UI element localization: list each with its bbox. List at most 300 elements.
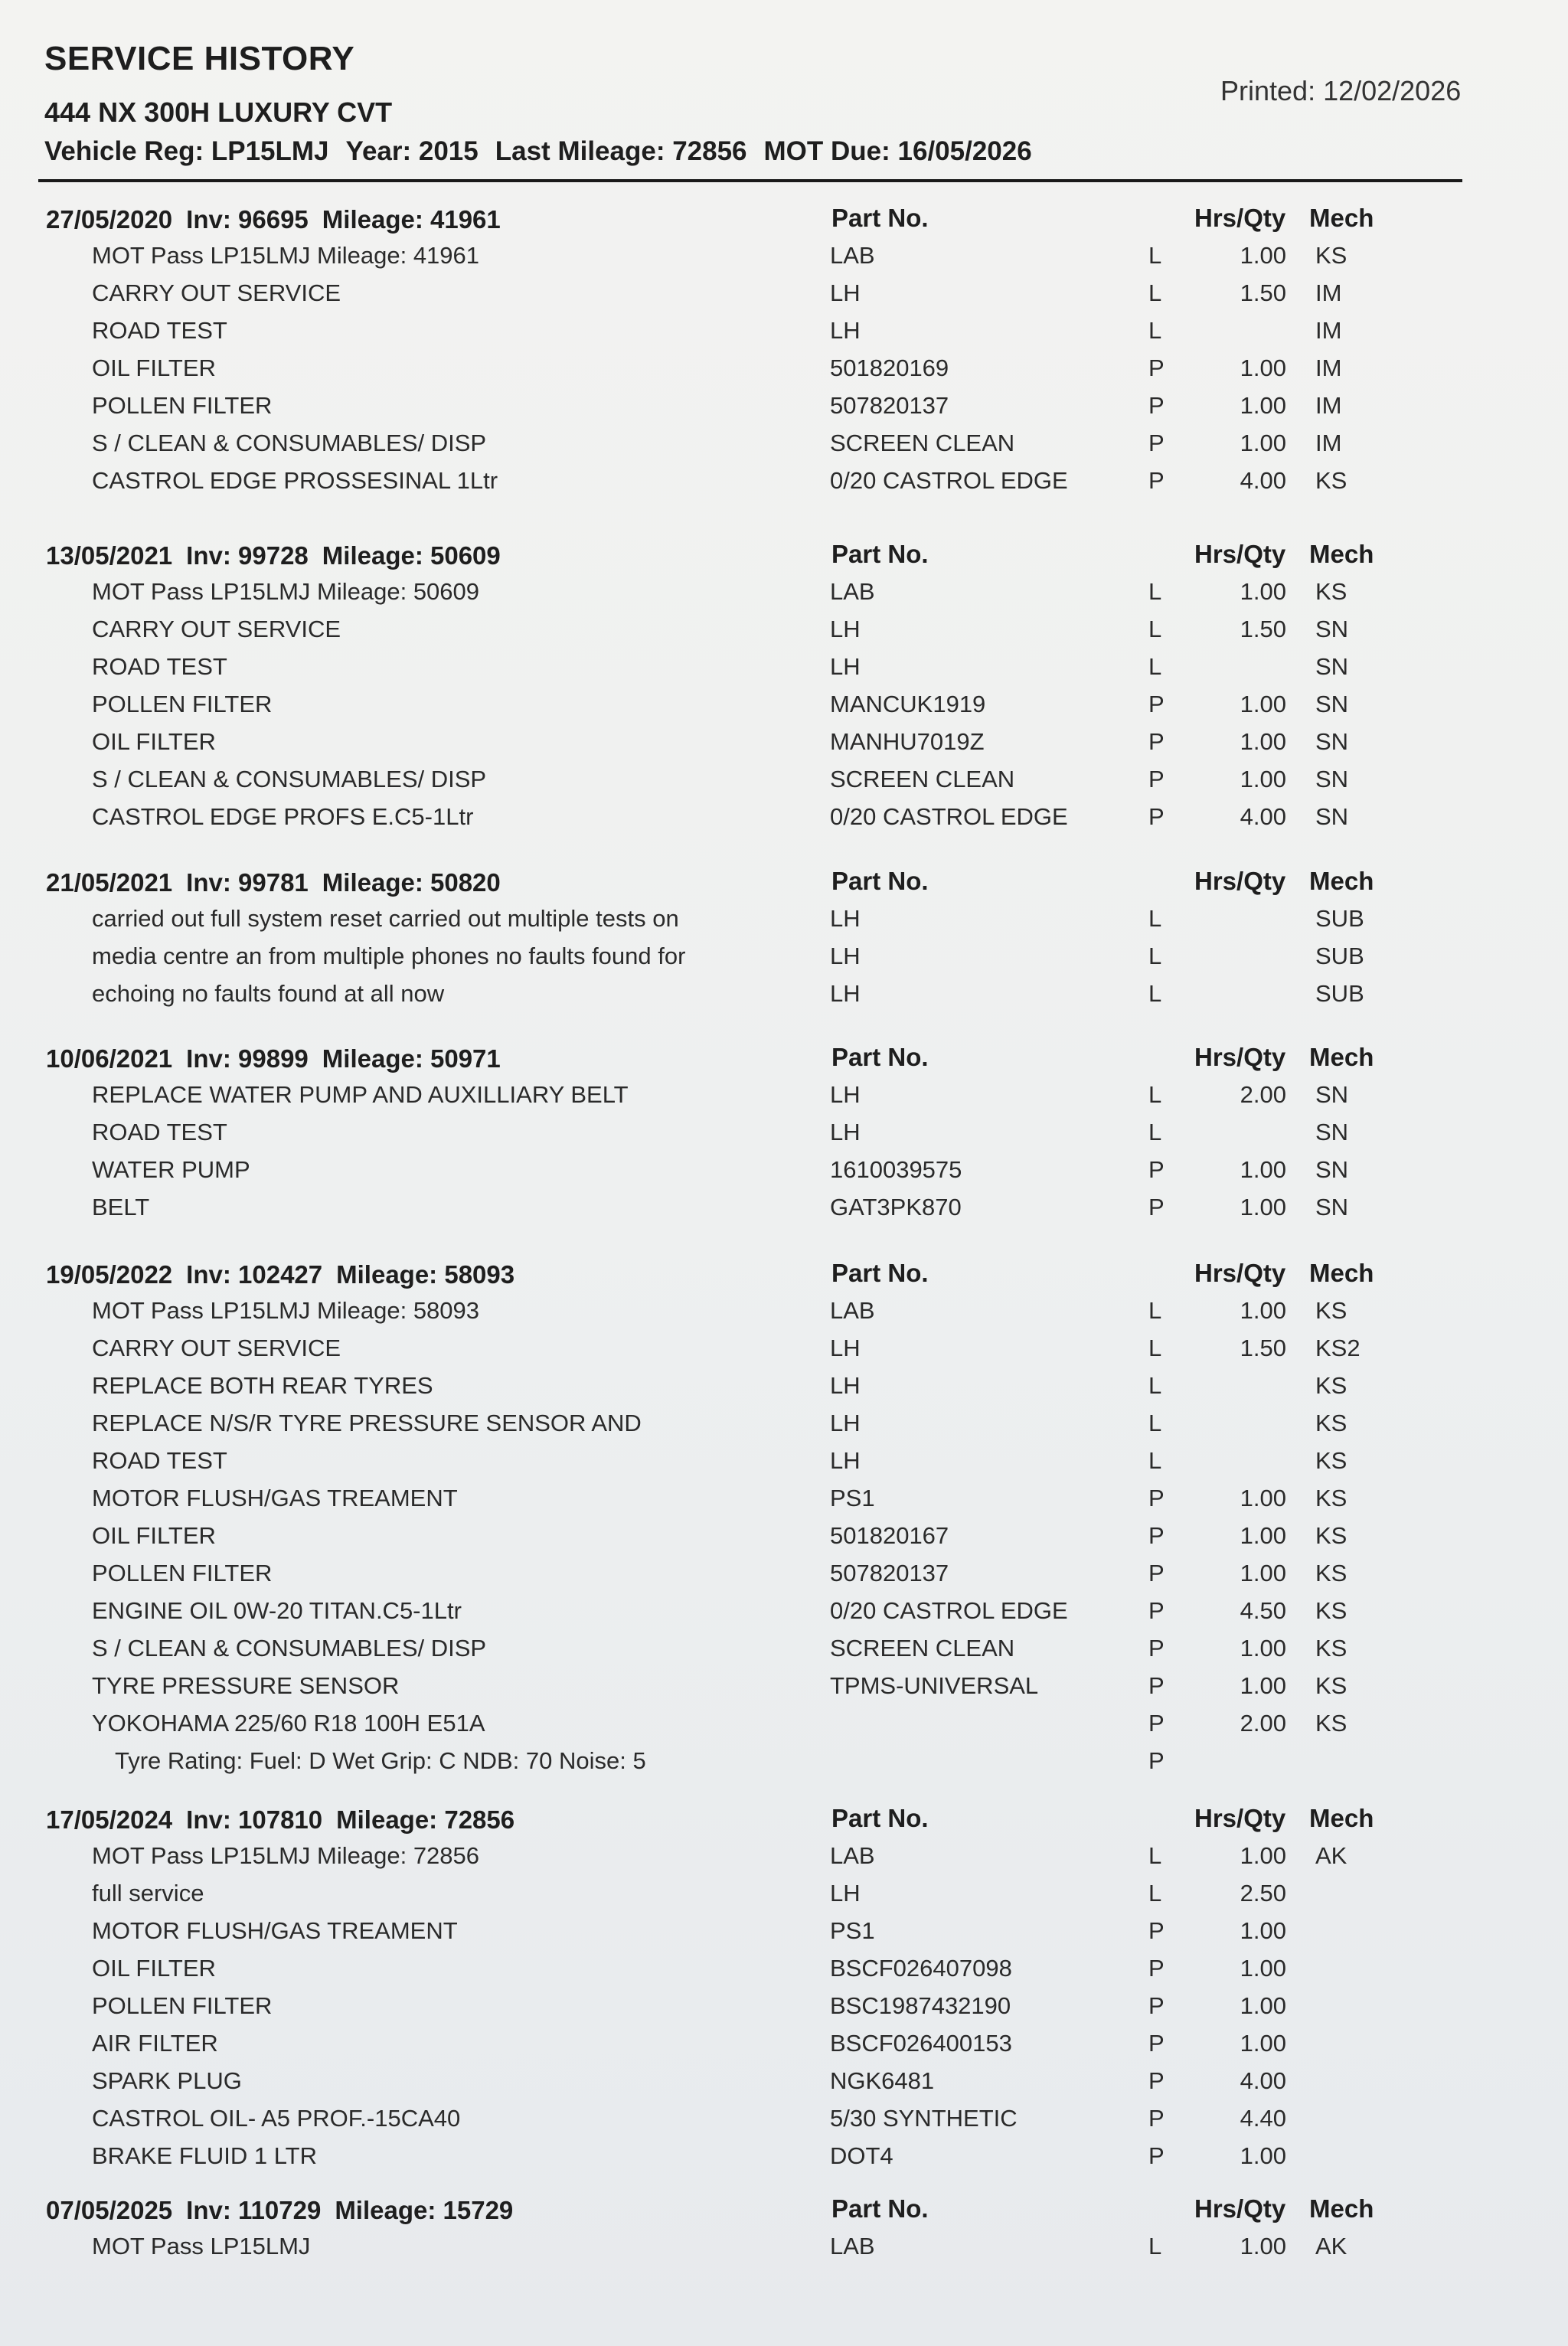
- item-hrs-qty: 1.00: [1240, 1485, 1286, 1511]
- hrs-qty-header: Hrs/Qty: [1194, 2194, 1286, 2223]
- item-type: L: [1148, 578, 1162, 605]
- line-item: [0, 936, 1568, 974]
- item-type: L: [1148, 616, 1162, 642]
- part-no-header: Part No.: [831, 1043, 929, 1071]
- line-item: [0, 685, 1568, 722]
- item-mechanic: SN: [1315, 1119, 1349, 1145]
- document-title: SERVICE HISTORY: [44, 40, 355, 77]
- item-mechanic: SN: [1315, 803, 1349, 830]
- item-description: POLLEN FILTER: [92, 1560, 273, 1586]
- line-item: [0, 572, 1568, 609]
- item-description: AIR FILTER: [92, 2030, 218, 2057]
- item-description: REPLACE N/S/R TYRE PRESSURE SENSOR AND: [92, 1410, 642, 1436]
- entry-mileage: Mileage: 58093: [336, 1260, 515, 1289]
- line-item: [0, 1741, 1568, 1779]
- item-type: P: [1148, 1747, 1165, 1774]
- entry-date: 19/05/2022: [46, 1260, 173, 1289]
- item-description: WATER PUMP: [92, 1156, 250, 1183]
- hrs-qty-header: Hrs/Qty: [1194, 1043, 1286, 1071]
- item-mechanic: AK: [1315, 1842, 1348, 1869]
- entry-mileage: Mileage: 50820: [322, 868, 501, 897]
- item-mechanic: SN: [1315, 1194, 1349, 1220]
- line-item: [0, 1113, 1568, 1150]
- line-item: [0, 1629, 1568, 1666]
- line-item: [0, 1949, 1568, 1986]
- hrs-qty-header: Hrs/Qty: [1194, 540, 1286, 568]
- line-item: [0, 797, 1568, 835]
- service-entry: [0, 1035, 1568, 1225]
- invoice-number: Inv: 110729: [186, 2196, 322, 2224]
- item-hrs-qty: 1.00: [1240, 1156, 1286, 1183]
- item-type: P: [1148, 2067, 1165, 2094]
- item-part-no: DOT4: [830, 2142, 893, 2169]
- line-item: [0, 2099, 1568, 2136]
- item-mechanic: AK: [1315, 2233, 1348, 2259]
- item-mechanic: IM: [1315, 430, 1342, 456]
- item-part-no: 0/20 CASTROL EDGE: [830, 803, 1068, 830]
- item-type: P: [1148, 691, 1165, 717]
- invoice-number: Inv: 107810: [186, 1805, 323, 1834]
- item-part-no: LH: [830, 1880, 861, 1907]
- mech-header: Mech: [1309, 540, 1374, 568]
- line-item: [0, 1441, 1568, 1479]
- item-description: OIL FILTER: [92, 355, 216, 381]
- item-part-no: SCREEN CLEAN: [830, 766, 1015, 792]
- line-item: [0, 974, 1568, 1011]
- item-description: CARRY OUT SERVICE: [92, 279, 341, 306]
- item-mechanic: IM: [1315, 392, 1342, 419]
- item-part-no: LH: [830, 1447, 861, 1474]
- item-hrs-qty: 1.00: [1240, 691, 1286, 717]
- line-item: [0, 2136, 1568, 2174]
- item-type: P: [1148, 1635, 1165, 1661]
- item-mechanic: SN: [1315, 691, 1349, 717]
- item-mechanic: KS: [1315, 1372, 1348, 1399]
- item-part-no: PS1: [830, 1485, 875, 1511]
- item-part-no: LH: [830, 1335, 861, 1361]
- item-hrs-qty: 2.50: [1240, 1880, 1286, 1907]
- mech-header: Mech: [1309, 2194, 1374, 2223]
- item-type: P: [1148, 2105, 1165, 2132]
- item-part-no: LH: [830, 1410, 861, 1436]
- item-description: MOT Pass LP15LMJ Mileage: 50609: [92, 578, 480, 605]
- item-description: MOT Pass LP15LMJ: [92, 2233, 311, 2259]
- item-type: P: [1148, 1560, 1165, 1586]
- part-no-header: Part No.: [831, 1804, 929, 1832]
- header-divider: [38, 179, 1462, 182]
- item-hrs-qty: 1.00: [1240, 2233, 1286, 2259]
- item-part-no: TPMS-UNIVERSAL: [830, 1672, 1039, 1699]
- entry-header: [0, 2187, 1568, 2227]
- item-type: L: [1148, 2233, 1162, 2259]
- item-mechanic: SN: [1315, 728, 1349, 755]
- item-mechanic: KS2: [1315, 1335, 1361, 1361]
- item-mechanic: KS: [1315, 1522, 1348, 1549]
- line-item: [0, 1291, 1568, 1328]
- invoice-number: Inv: 102427: [186, 1260, 323, 1289]
- item-hrs-qty: 1.00: [1240, 1842, 1286, 1869]
- mech-header: Mech: [1309, 1804, 1374, 1832]
- item-part-no: 501820167: [830, 1522, 949, 1549]
- item-mechanic: KS: [1315, 1710, 1348, 1737]
- item-description: BELT: [92, 1194, 150, 1220]
- item-description: CASTROL EDGE PROFS E.C5-1Ltr: [92, 803, 474, 830]
- item-mechanic: KS: [1315, 1672, 1348, 1699]
- line-item: [0, 2227, 1568, 2264]
- item-hrs-qty: 2.00: [1240, 1081, 1286, 1108]
- item-hrs-qty: 1.00: [1240, 392, 1286, 419]
- entry-date: 21/05/2021: [46, 868, 173, 897]
- item-type: P: [1148, 1917, 1165, 1944]
- item-part-no: 0/20 CASTROL EDGE: [830, 467, 1068, 494]
- item-description: OIL FILTER: [92, 1955, 216, 1982]
- line-item: [0, 2061, 1568, 2099]
- item-description: YOKOHAMA 225/60 R18 100H E51A: [92, 1710, 485, 1737]
- entry-date: 07/05/2025: [46, 2196, 173, 2224]
- line-item: [0, 609, 1568, 647]
- item-mechanic: KS: [1315, 1297, 1348, 1324]
- hrs-qty-header: Hrs/Qty: [1194, 204, 1286, 232]
- item-hrs-qty: 1.00: [1240, 1992, 1286, 2019]
- item-hrs-qty: 1.00: [1240, 2142, 1286, 2169]
- item-description: ROAD TEST: [92, 1119, 227, 1145]
- item-part-no: LAB: [830, 578, 875, 605]
- part-no-header: Part No.: [831, 2194, 929, 2223]
- mech-header: Mech: [1309, 1043, 1374, 1071]
- item-description: MOTOR FLUSH/GAS TREAMENT: [92, 1485, 458, 1511]
- mot-due: MOT Due: 16/05/2026: [763, 136, 1032, 166]
- hrs-qty-header: Hrs/Qty: [1194, 1259, 1286, 1287]
- item-description: TYRE PRESSURE SENSOR: [92, 1672, 400, 1699]
- entry-mileage: Mileage: 50609: [322, 541, 501, 570]
- item-part-no: 5/30 SYNTHETIC: [830, 2105, 1018, 2132]
- line-item: [0, 1188, 1568, 1225]
- vehicle-summary: [44, 136, 1049, 167]
- item-description: POLLEN FILTER: [92, 691, 273, 717]
- item-mechanic: KS: [1315, 1410, 1348, 1436]
- item-part-no: LH: [830, 279, 861, 306]
- item-part-no: SCREEN CLEAN: [830, 1635, 1015, 1661]
- item-type: P: [1148, 1672, 1165, 1699]
- invoice-number: Inv: 96695: [186, 205, 309, 234]
- item-description: OIL FILTER: [92, 728, 216, 755]
- service-entry: [0, 1796, 1568, 2174]
- item-mechanic: KS: [1315, 1485, 1348, 1511]
- line-item: [0, 1150, 1568, 1188]
- entry-mileage: Mileage: 41961: [322, 205, 501, 234]
- line-item: [0, 899, 1568, 936]
- line-item: [0, 1666, 1568, 1704]
- item-mechanic: IM: [1315, 279, 1342, 306]
- item-mechanic: KS: [1315, 242, 1348, 269]
- item-description: Tyre Rating: Fuel: D Wet Grip: C NDB: 70 Noise: 5: [115, 1747, 646, 1774]
- item-type: P: [1148, 1522, 1165, 1549]
- line-item: [0, 1874, 1568, 1911]
- item-hrs-qty: 1.00: [1240, 355, 1286, 381]
- item-type: P: [1148, 1710, 1165, 1737]
- item-type: P: [1148, 2142, 1165, 2169]
- service-entry: [0, 2187, 1568, 2264]
- item-hrs-qty: 1.00: [1240, 578, 1286, 605]
- item-description: MOT Pass LP15LMJ Mileage: 58093: [92, 1297, 480, 1324]
- line-item: [0, 1516, 1568, 1554]
- item-hrs-qty: 1.00: [1240, 430, 1286, 456]
- entry-date: 27/05/2020: [46, 205, 173, 234]
- invoice-number: Inv: 99728: [186, 541, 309, 570]
- invoice-number: Inv: 99899: [186, 1044, 309, 1073]
- item-description: full service: [92, 1880, 204, 1907]
- item-part-no: NGK6481: [830, 2067, 935, 2094]
- part-no-header: Part No.: [831, 1259, 929, 1287]
- line-item: [0, 2024, 1568, 2061]
- item-description: ROAD TEST: [92, 1447, 227, 1474]
- item-part-no: MANCUK1919: [830, 691, 986, 717]
- item-part-no: LAB: [830, 1297, 875, 1324]
- service-entry: [0, 196, 1568, 498]
- item-part-no: 501820169: [830, 355, 949, 381]
- item-mechanic: KS: [1315, 578, 1348, 605]
- item-mechanic: SN: [1315, 653, 1349, 680]
- entry-title: [46, 1260, 528, 1289]
- line-item: [0, 722, 1568, 760]
- item-hrs-qty: 4.00: [1240, 467, 1286, 494]
- line-item: [0, 760, 1568, 797]
- item-hrs-qty: 1.00: [1240, 1917, 1286, 1944]
- item-type: P: [1148, 467, 1165, 494]
- item-description: echoing no faults found at all now: [92, 980, 445, 1007]
- item-hrs-qty: 1.00: [1240, 2030, 1286, 2057]
- hrs-qty-header: Hrs/Qty: [1194, 867, 1286, 895]
- vehicle-reg: Vehicle Reg: LP15LMJ: [44, 136, 329, 166]
- item-description: MOT Pass LP15LMJ Mileage: 41961: [92, 242, 480, 269]
- line-item: [0, 311, 1568, 348]
- line-item: [0, 386, 1568, 423]
- item-mechanic: SN: [1315, 1156, 1349, 1183]
- item-type: L: [1148, 980, 1162, 1007]
- item-type: P: [1148, 766, 1165, 792]
- line-item: [0, 1075, 1568, 1113]
- item-description: CARRY OUT SERVICE: [92, 616, 341, 642]
- item-part-no: PS1: [830, 1917, 875, 1944]
- item-description: BRAKE FLUID 1 LTR: [92, 2142, 318, 2169]
- item-part-no: 1610039575: [830, 1156, 962, 1183]
- item-part-no: MANHU7019Z: [830, 728, 985, 755]
- item-type: P: [1148, 1992, 1165, 2019]
- item-description: OIL FILTER: [92, 1522, 216, 1549]
- entry-date: 17/05/2024: [46, 1805, 173, 1834]
- line-item: [0, 423, 1568, 461]
- item-type: P: [1148, 1156, 1165, 1183]
- entry-mileage: Mileage: 72856: [336, 1805, 515, 1834]
- line-item: [0, 1836, 1568, 1874]
- line-item: [0, 273, 1568, 311]
- item-hrs-qty: 1.00: [1240, 1635, 1286, 1661]
- item-description: CASTROL EDGE PROSSESINAL 1Ltr: [92, 467, 498, 494]
- item-part-no: LH: [830, 317, 861, 344]
- item-mechanic: SUB: [1315, 905, 1364, 932]
- item-type: P: [1148, 728, 1165, 755]
- item-type: P: [1148, 1485, 1165, 1511]
- item-type: L: [1148, 1410, 1162, 1436]
- item-part-no: BSCF026400153: [830, 2030, 1012, 2057]
- item-type: L: [1148, 242, 1162, 269]
- line-item: [0, 461, 1568, 498]
- item-description: CARRY OUT SERVICE: [92, 1335, 341, 1361]
- line-item: [0, 1366, 1568, 1403]
- entry-mileage: Mileage: 15729: [335, 2196, 514, 2224]
- item-description: SPARK PLUG: [92, 2067, 242, 2094]
- part-no-header: Part No.: [831, 867, 929, 895]
- item-part-no: GAT3PK870: [830, 1194, 962, 1220]
- item-part-no: SCREEN CLEAN: [830, 430, 1015, 456]
- item-type: L: [1148, 1372, 1162, 1399]
- item-hrs-qty: 4.00: [1240, 2067, 1286, 2094]
- item-type: L: [1148, 1447, 1162, 1474]
- item-type: L: [1148, 653, 1162, 680]
- printed-date: Printed: 12/02/2026: [1220, 75, 1462, 106]
- item-type: P: [1148, 1194, 1165, 1220]
- item-description: CASTROL OIL- A5 PROF.-15CA40: [92, 2105, 461, 2132]
- item-part-no: 507820137: [830, 1560, 949, 1586]
- service-entry: [0, 1251, 1568, 1779]
- item-hrs-qty: 1.00: [1240, 1560, 1286, 1586]
- entry-title: [46, 541, 514, 570]
- item-mechanic: KS: [1315, 1597, 1348, 1624]
- entry-mileage: Mileage: 50971: [322, 1044, 501, 1073]
- item-description: carried out full system reset carried out multiple tests on: [92, 905, 679, 932]
- mech-header: Mech: [1309, 204, 1374, 232]
- item-hrs-qty: 1.50: [1240, 616, 1286, 642]
- line-item: [0, 1479, 1568, 1516]
- item-description: S / CLEAN & CONSUMABLES/ DISP: [92, 1635, 487, 1661]
- vehicle-year: Year: 2015: [345, 136, 479, 166]
- item-mechanic: SUB: [1315, 943, 1364, 969]
- item-description: POLLEN FILTER: [92, 392, 273, 419]
- line-item: [0, 1591, 1568, 1629]
- entry-title: [46, 1805, 528, 1835]
- item-mechanic: SN: [1315, 766, 1349, 792]
- entry-header: [0, 1035, 1568, 1075]
- item-hrs-qty: 4.00: [1240, 803, 1286, 830]
- item-type: P: [1148, 430, 1165, 456]
- mech-header: Mech: [1309, 867, 1374, 895]
- item-part-no: BSC1987432190: [830, 1992, 1011, 2019]
- item-description: REPLACE BOTH REAR TYRES: [92, 1372, 433, 1399]
- item-mechanic: KS: [1315, 467, 1348, 494]
- item-description: S / CLEAN & CONSUMABLES/ DISP: [92, 430, 487, 456]
- entry-date: 13/05/2021: [46, 541, 173, 570]
- item-mechanic: KS: [1315, 1447, 1348, 1474]
- item-part-no: LH: [830, 1081, 861, 1108]
- item-type: L: [1148, 905, 1162, 932]
- item-type: L: [1148, 1335, 1162, 1361]
- vehicle-model: 444 NX 300H LUXURY CVT: [44, 96, 393, 128]
- entry-date: 10/06/2021: [46, 1044, 173, 1073]
- item-part-no: LH: [830, 653, 861, 680]
- item-description: POLLEN FILTER: [92, 1992, 273, 2019]
- entry-title: [46, 205, 514, 234]
- item-type: L: [1148, 1081, 1162, 1108]
- last-mileage: Last Mileage: 72856: [495, 136, 747, 166]
- item-part-no: 507820137: [830, 392, 949, 419]
- item-part-no: BSCF026407098: [830, 1955, 1012, 1982]
- entry-header: [0, 532, 1568, 572]
- service-entry: [0, 532, 1568, 835]
- item-mechanic: IM: [1315, 317, 1342, 344]
- service-entry: [0, 859, 1568, 1011]
- item-mechanic: SN: [1315, 1081, 1349, 1108]
- item-part-no: LH: [830, 1372, 861, 1399]
- item-part-no: LAB: [830, 1842, 875, 1869]
- item-type: L: [1148, 943, 1162, 969]
- item-type: L: [1148, 1297, 1162, 1324]
- item-description: REPLACE WATER PUMP AND AUXILLIARY BELT: [92, 1081, 629, 1108]
- item-type: L: [1148, 1880, 1162, 1907]
- item-description: MOTOR FLUSH/GAS TREAMENT: [92, 1917, 458, 1944]
- item-hrs-qty: 1.00: [1240, 1522, 1286, 1549]
- line-item: [0, 1403, 1568, 1441]
- item-description: ROAD TEST: [92, 653, 227, 680]
- item-part-no: LH: [830, 980, 861, 1007]
- item-hrs-qty: 1.00: [1240, 766, 1286, 792]
- item-hrs-qty: 2.00: [1240, 1710, 1286, 1737]
- item-type: L: [1148, 279, 1162, 306]
- item-hrs-qty: 4.40: [1240, 2105, 1286, 2132]
- item-hrs-qty: 1.00: [1240, 1194, 1286, 1220]
- part-no-header: Part No.: [831, 540, 929, 568]
- line-item: [0, 1704, 1568, 1741]
- item-description: MOT Pass LP15LMJ Mileage: 72856: [92, 1842, 480, 1869]
- item-type: P: [1148, 803, 1165, 830]
- item-description: ENGINE OIL 0W-20 TITAN.C5-1Ltr: [92, 1597, 462, 1624]
- item-mechanic: SUB: [1315, 980, 1364, 1007]
- item-type: L: [1148, 1119, 1162, 1145]
- item-type: L: [1148, 317, 1162, 344]
- item-description: ROAD TEST: [92, 317, 227, 344]
- item-hrs-qty: 4.50: [1240, 1597, 1286, 1624]
- item-type: P: [1148, 2030, 1165, 2057]
- entry-title: [46, 1044, 514, 1073]
- item-part-no: LAB: [830, 242, 875, 269]
- item-part-no: LAB: [830, 2233, 875, 2259]
- item-description: media centre an from multiple phones no faults found for: [92, 943, 686, 969]
- line-item: [0, 1911, 1568, 1949]
- item-part-no: LH: [830, 1119, 861, 1145]
- mech-header: Mech: [1309, 1259, 1374, 1287]
- item-mechanic: SN: [1315, 616, 1349, 642]
- entry-title: [46, 2196, 527, 2225]
- item-part-no: 0/20 CASTROL EDGE: [830, 1597, 1068, 1624]
- entry-header: [0, 1251, 1568, 1291]
- item-mechanic: IM: [1315, 355, 1342, 381]
- entry-header: [0, 196, 1568, 236]
- item-part-no: LH: [830, 943, 861, 969]
- item-hrs-qty: 1.00: [1240, 1297, 1286, 1324]
- item-part-no: LH: [830, 905, 861, 932]
- item-mechanic: KS: [1315, 1635, 1348, 1661]
- item-hrs-qty: 1.50: [1240, 1335, 1286, 1361]
- line-item: [0, 236, 1568, 273]
- entry-title: [46, 868, 514, 897]
- item-type: P: [1148, 392, 1165, 419]
- item-type: L: [1148, 1842, 1162, 1869]
- line-item: [0, 1554, 1568, 1591]
- item-hrs-qty: 1.00: [1240, 728, 1286, 755]
- item-description: S / CLEAN & CONSUMABLES/ DISP: [92, 766, 487, 792]
- line-item: [0, 1986, 1568, 2024]
- item-hrs-qty: 1.00: [1240, 242, 1286, 269]
- line-item: [0, 1328, 1568, 1366]
